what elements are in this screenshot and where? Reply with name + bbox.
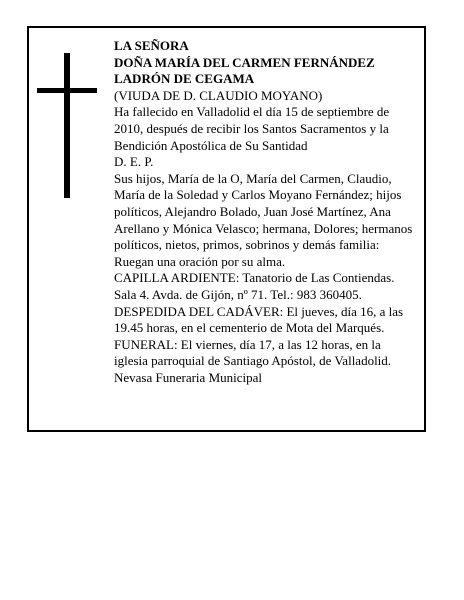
name-line-1: DOÑA MARÍA DEL CARMEN FERNÁNDEZ [114,54,375,70]
death-paragraph: Ha fallecido en Valladolid el día 15 de septiembre de 2010, después de recibir los Santos Sacramentos y la Bendición Apostólica de Su Santidad [114,104,390,153]
obituary-text [114,38,414,386]
family-paragraph: Sus hijos, María de la O, María del Carmen, Claudio, María de la Soledad y Carlos Moyano Fernández; hijos políticos, Alejandro Bolado, Juan José Martínez, Ana Arellano y Mónica Velasco; hermana, Dolores; hermanos políticos, nietos, primos, sobrinos y demás familia: [114,170,413,253]
title-line: LA SEÑORA [114,38,189,53]
name-line-2: LADRÓN DE CEGAMA [114,71,255,87]
farewell-paragraph: DESPEDIDA DEL CADÁVER: El jueves, día 16, a las 19.45 horas, en el cementerio de Mota del Marqués. [114,303,404,336]
rip-line: D. E. P. [114,154,154,170]
cross-icon [37,53,97,198]
funeral-home-line: Nevasa Funeraria Municipal [114,369,263,385]
cross-vertical-bar [64,53,70,198]
cross-horizontal-bar [37,88,97,93]
prayer-line: Ruegan una oración por su alma. [114,253,286,269]
chapel-paragraph: CAPILLA ARDIENTE: Tanatorio de Las Contiendas. Sala 4. Avda. de Gijón, nº 71. Tel.: 983 360405. [114,270,395,302]
widow-line: (VIUDA DE D. CLAUDIO MOYANO) [114,87,323,103]
funeral-paragraph: FUNERAL: El viernes, día 17, a las 12 horas, en la iglesia parroquial de Santiago Apóstol, de Valladolid. [114,336,392,369]
